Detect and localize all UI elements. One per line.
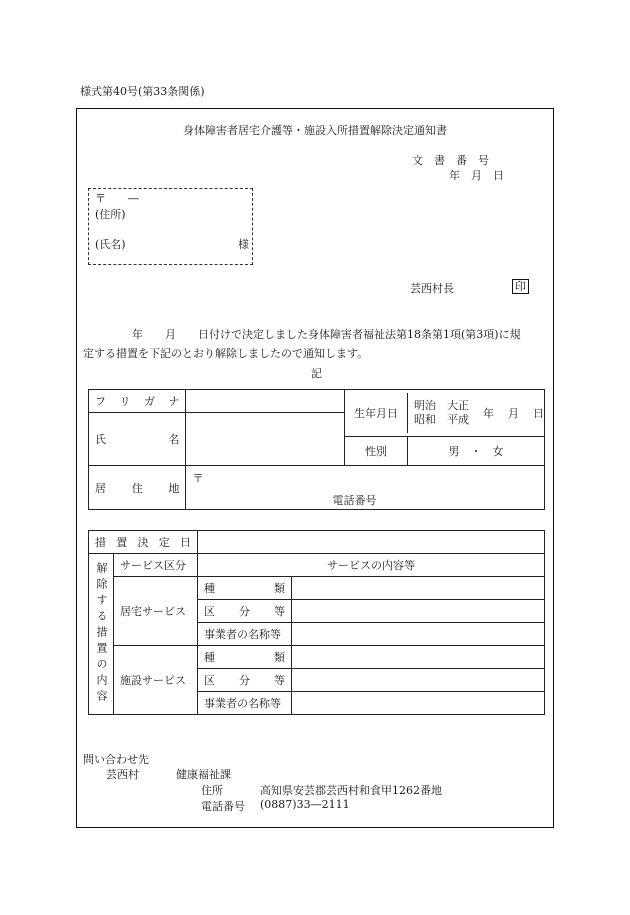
month-label: 月 xyxy=(508,407,519,420)
contact-address-label: 住所 xyxy=(201,784,223,797)
decision-date-char: 日 xyxy=(180,536,191,549)
furigana-char: ガ xyxy=(143,395,155,408)
furigana-char: ナ xyxy=(168,395,180,408)
document-title: 身体障害者居宅介護等・施設入所措置解除決定通知書 xyxy=(183,124,447,137)
row-class-label xyxy=(198,600,292,623)
document-date-label: 年 月 日 xyxy=(449,169,504,182)
class-char: 等 xyxy=(274,674,285,687)
residence-phone-label: 電話番号 xyxy=(332,494,377,507)
decision-date-char: 置 xyxy=(116,536,128,549)
contact-address: 高知県安芸郡芸西村和食甲1262番地 xyxy=(260,784,442,797)
form-number-label: 様式第40号(第33条関係) xyxy=(80,85,205,98)
type-char: 類 xyxy=(274,582,285,595)
era-taisho: 大正 xyxy=(447,399,469,412)
residence-char: 住 xyxy=(131,481,143,495)
postal-mark: 〒 xyxy=(192,472,204,485)
decision-date-label xyxy=(89,531,198,554)
gender-label: 性別 xyxy=(345,437,408,465)
row-provider-label: 事業者の名称等 xyxy=(198,692,292,715)
birth-date-label: 生年月日 xyxy=(345,393,408,433)
residence-char: 居 xyxy=(95,481,106,495)
class-char: 等 xyxy=(274,605,285,618)
contact-phone-label: 電話番号 xyxy=(201,800,245,813)
decision-date-char: 措 xyxy=(95,536,106,549)
cancel-content-label xyxy=(89,554,114,715)
row-type-label xyxy=(198,646,292,669)
name-char: 氏 xyxy=(95,433,106,446)
facility-class-value[interactable] xyxy=(292,669,545,692)
recipient-honorific: 様 xyxy=(238,238,249,251)
name-label xyxy=(89,413,186,466)
home-class-value[interactable] xyxy=(292,600,545,623)
recipient-name-label: (氏名) xyxy=(95,238,126,251)
row-class-label xyxy=(198,669,292,692)
furigana-value[interactable] xyxy=(186,390,345,413)
decision-date-value[interactable] xyxy=(198,531,545,554)
recipient-address-label: (住所) xyxy=(95,208,126,221)
era-heisei: 平成 xyxy=(447,413,469,426)
content-header: サービスの内容等 xyxy=(198,554,545,577)
issuer-name: 芸西村長 xyxy=(410,282,454,295)
body-line-1: 年 月 日付けで決定しました身体障害者福祉法第18条第1項(第3項)に規 xyxy=(132,328,521,341)
furigana-char: フ xyxy=(95,395,106,408)
category-header: サービス区分 xyxy=(114,554,198,577)
facility-type-value[interactable] xyxy=(292,646,545,669)
class-char: 分 xyxy=(239,605,250,618)
issuer-seal xyxy=(512,279,529,294)
home-type-value[interactable] xyxy=(292,577,545,600)
birth-label-cell xyxy=(345,390,545,437)
home-provider-value[interactable] xyxy=(292,623,545,646)
name-value[interactable] xyxy=(186,413,345,466)
furigana-char: リ xyxy=(119,395,131,408)
facility-service-label: 施設サービス xyxy=(114,646,198,715)
contact-village: 芸西村 xyxy=(106,768,139,781)
decision-date-char: 定 xyxy=(158,536,170,549)
recipient-postal: 〒 ― xyxy=(95,192,139,205)
furigana-label xyxy=(89,390,186,413)
contact-phone: (0887)33―2111 xyxy=(260,798,350,811)
ki-label: 記 xyxy=(311,367,322,380)
residence-char: 地 xyxy=(168,481,180,495)
birth-date-value[interactable] xyxy=(408,393,544,433)
row-provider-label: 事業者の名称等 xyxy=(198,623,292,646)
class-char: 分 xyxy=(239,674,250,687)
class-char: 区 xyxy=(204,605,215,618)
day-label: 日 xyxy=(533,407,544,420)
row-type-label xyxy=(198,577,292,600)
decision-date-char: 決 xyxy=(137,536,149,549)
era-showa: 昭和 xyxy=(414,413,436,426)
person-info-table xyxy=(88,389,545,510)
type-char: 種 xyxy=(204,582,215,595)
seal-mark: 印 xyxy=(512,279,529,294)
name-char: 名 xyxy=(168,433,180,446)
gender-value[interactable]: 男 ・ 女 xyxy=(448,445,504,458)
residence-value[interactable] xyxy=(186,466,545,510)
type-char: 類 xyxy=(274,651,285,664)
year-label: 年 xyxy=(483,407,494,420)
vertical-label-text: 解除する措置の内容 xyxy=(95,562,108,706)
home-service-label: 居宅サービス xyxy=(114,577,198,646)
body-line-2: 定する措置を下記のとおり解除しましたので通知します。 xyxy=(83,347,369,360)
facility-provider-value[interactable] xyxy=(292,692,545,715)
type-char: 種 xyxy=(204,651,215,664)
contact-department: 健康福祉課 xyxy=(176,768,231,781)
document-number-label: 文 書 番 号 xyxy=(412,154,489,167)
contact-heading: 問い合わせ先 xyxy=(83,753,149,766)
gender-cell xyxy=(345,437,545,466)
service-table xyxy=(88,530,545,715)
era-meiji: 明治 xyxy=(414,399,436,412)
class-char: 区 xyxy=(204,674,215,687)
residence-label xyxy=(89,466,186,510)
